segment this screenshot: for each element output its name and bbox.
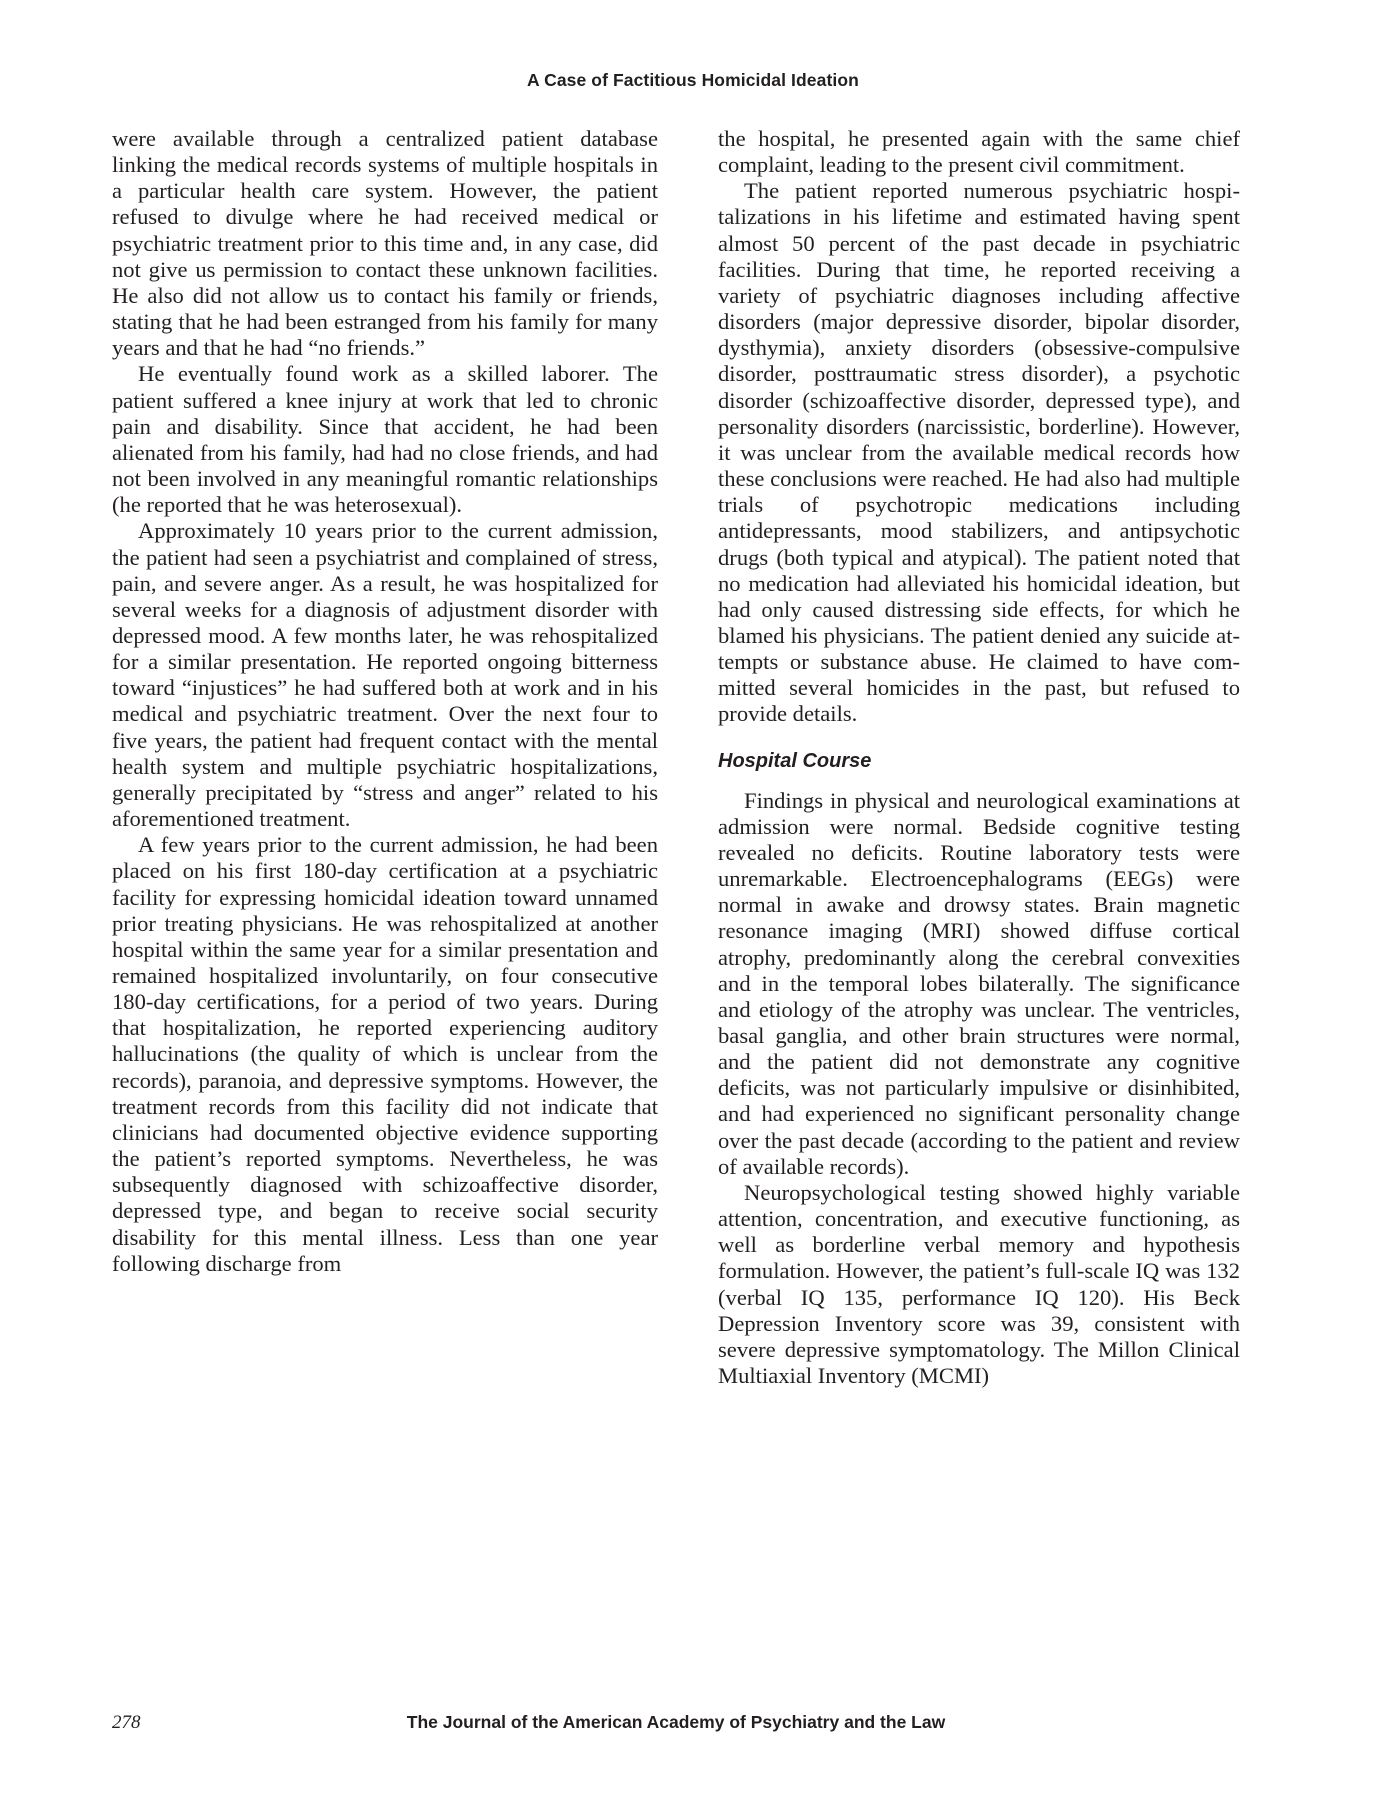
- right-column: [718, 126, 1240, 1389]
- running-header-title: A Case of Factitious Homicidal Ideation: [527, 70, 859, 90]
- page-footer: [112, 1712, 1240, 1742]
- left-column: [112, 126, 658, 1277]
- journal-title: The Journal of the American Academy of Psychiatry and the Law: [406, 1712, 946, 1732]
- body-paragraph: Findings in physical and neurological examinations at admission were normal. Bedside cognitive testing revealed no deficits. Routine laboratory tests were unremarkable. Electroencephalograms (EEGs) were normal in awake and drowsy states. Brain magnetic resonance imaging (MRI) showed diffuse cortical atrophy, predominantly along the cerebral convexities and in the temporal lobes bilaterally. The significance and etiology of the atrophy was unclear. The ventricles, basal ganglia, and other brain structures were normal, and the patient did not demonstrate any cognitive deficits, was not particularly impulsive or disinhibited, and had experienced no significant personality change over the past decade (according to the patient and review of available records).: [718, 787, 1240, 1179]
- body-paragraph: the hospital, he presented again with the same chief complaint, leading to the present civil commitment.: [718, 126, 1240, 178]
- section-heading-hospital-course: Hospital Course: [718, 749, 872, 772]
- body-paragraph: The patient reported numerous psychiatric hospitalizations in his lifetime and estimated having spent almost 50 percent of the past decade in psychiatric facilities. During that time, he reported receiving a variety of psychiatric diagnoses including affective disorders (major depressive disorder, bipolar disorder, dysthymia), anxiety disorders (obsessive-compulsive disorder, posttraumatic stress disorder), a psychotic disorder (schizoaffective disorder, depressed type), and personality disorders (narcissistic, borderline). However, it was unclear from the available medical records how these conclusions were reached. He had also had multiple trials of psychotropic medications including antidepressants, mood stabilizers, and antipsychotic drugs (both typical and atypical). The patient noted that no medication had alleviated his homicidal ideation, but had only caused distressing side effects, for which he blamed his physicians. The patient denied any suicide attempts or substance abuse. He claimed to have committed several homicides in the past, but refused to provide details.: [718, 178, 1240, 727]
- body-paragraph: Approximately 10 years prior to the current admission, the patient had seen a psychiatrist and complained of stress, pain, and severe anger. As a result, he was hospitalized for several weeks for a diagnosis of adjustment disorder with depressed mood. A few months later, he was rehospitalized for a similar presentation. He reported ongoing bitterness toward “injustices” he had suffered both at work and in his medical and psychiatric treatment. Over the next four to five years, the patient had frequent contact with the mental health system and multiple psychiatric hospitalizations, generally precipitated by “stress and anger” related to his aforementioned treatment.: [112, 518, 658, 832]
- page-number: 278: [112, 1712, 141, 1733]
- body-paragraph: He eventually found work as a skilled laborer. The patient suffered a knee injury at work that led to chronic pain and disability. Since that accident, he had been alienated from his family, had had no close friends, and had not been involved in any meaningful romantic relationships (he reported that he was heterosexual).: [112, 361, 658, 518]
- body-paragraph: Neuropsychological testing showed highly variable attention, concentration, and executive functioning, as well as borderline verbal memory and hypothesis formulation. However, the patient’s full-scale IQ was 132 (verbal IQ 135, performance IQ 120). His Beck Depression Inventory score was 39, consistent with severe depressive symptomatology. The Millon Clinical Multiaxial Inventory (MCMI): [718, 1179, 1240, 1389]
- body-paragraph: A few years prior to the current admission, he had been placed on his first 180-day certification at a psychiatric facility for expressing homicidal ideation toward unnamed prior treating physicians. He was rehospitalized at another hospital within the same year for a similar presentation and remained hospitalized involuntarily, on four consecutive 180-day certifications, for a period of two years. During that hospitalization, he reported experiencing auditory hallucinations (the quality of which is unclear from the records), paranoia, and depressive symptoms. However, the treatment records from this facility did not indicate that clinicians had documented objective evidence supporting the patient’s reported symptoms. Nevertheless, he was subsequently diagnosed with schizoaffective disorder, depressed type, and began to receive social security disability for this mental illness. Less than one year following discharge from: [112, 832, 658, 1276]
- body-paragraph: were available through a centralized patient database linking the medical records systems of multiple hospitals in a particular health care system. However, the patient refused to divulge where he had received medical or psychiatric treatment prior to this time and, in any case, did not give us permission to contact these unknown facilities. He also did not allow us to contact his family or friends, stating that he had been estranged from his family for many years and that he had “no friends.”: [112, 126, 658, 361]
